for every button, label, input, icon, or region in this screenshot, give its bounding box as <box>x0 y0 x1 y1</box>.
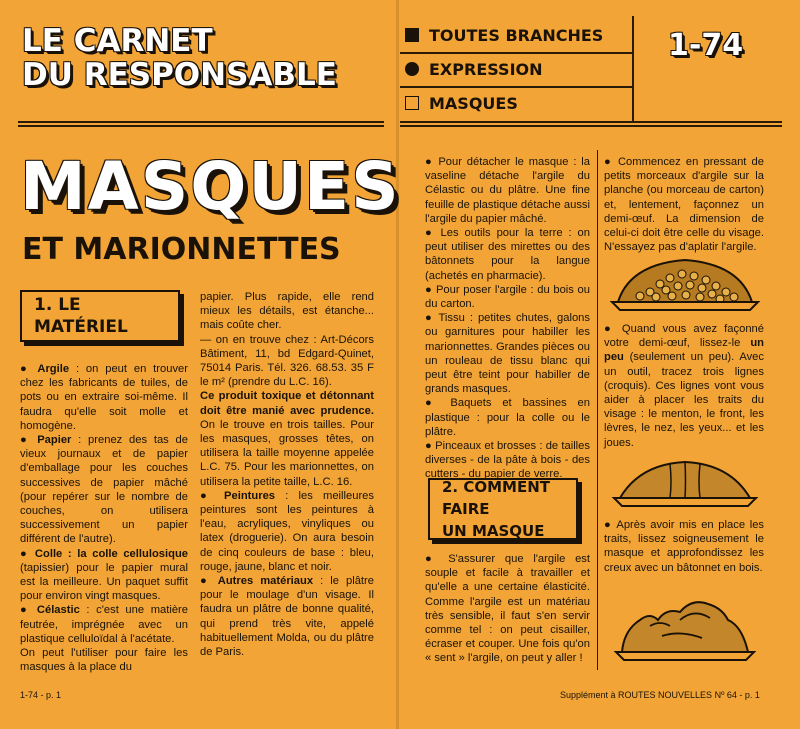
page-fold <box>396 0 399 729</box>
paragraph: papier. Plus rapide, elle rend mieux les détails, est étanche... mais coûte cher. <box>200 291 374 332</box>
clay-mound-illustration <box>610 254 760 314</box>
item-peintures: ● Peintures : les meilleures peintures sont les peintures à l'eau, acryliques, vinyliques ou latex (droguerie). On aura besoin de cinq couleurs de base : bleu, rouge, jaune, blanc et noir. <box>200 489 375 573</box>
column-1 <box>20 362 188 674</box>
divider <box>18 125 384 127</box>
divider <box>18 121 384 123</box>
column-4-step-3 <box>604 518 764 575</box>
category-expression: EXPRESSION <box>405 52 635 86</box>
smoothed-dome-illustration <box>610 452 760 512</box>
sub-title: ET MARIONNETTES <box>22 232 341 267</box>
category-masques: MASQUES <box>405 86 635 120</box>
item-colle: ● Colle : la colle cellulosique (tapissier) pour le papier mural est la meilleure. Un paquet suffit pour environ vingt masques. <box>20 547 188 603</box>
list-item: ● Les outils pour la terre : on peut utiliser des mirettes ou des bâtonnets pour la langue (achetés en pharmacie). <box>425 227 590 282</box>
paragraph: — on en trouve chez : Art-Décors Bâtiment, 11, bd Edgard-Quinet, 75014 Paris. Tél. 326. 68.53. 35 F le m² (prendre du L.C. 16). <box>200 333 374 389</box>
divider <box>400 125 782 127</box>
header-title <box>22 24 337 92</box>
header-title-line1: LE CARNET <box>22 23 213 59</box>
divider <box>400 121 782 123</box>
section-2-intro <box>425 552 590 666</box>
list-item: ● Quand vous avez façonné votre demi-œuf, lissez-le un peu (seulement un peu). Avec un outil, tracez trois lignes (croquis). Ces lignes vont vous aider à placer les traits du visage : le menton, le front, les lèvres, le nez, les yeux... et les joues. <box>604 323 764 449</box>
divider <box>597 150 598 670</box>
item-argile: ● Argile : on peut en trouver chez les fabricants de tuiles, de pots ou en extraire soi-même. Il faudra qu'elle soit molle et homogène. <box>20 363 188 432</box>
divider <box>400 52 632 54</box>
item-papier: ● Papier : prenez des tas de vieux journaux et de papier d'emballage pour les couches successives de papier mâché (pour repérer sur le nombre de couches, on utilisera successivement un papier différent de l'autre). <box>20 434 188 546</box>
section-2-heading: 2. COMMENT FAIRE UN MASQUE <box>428 478 578 540</box>
category-toutes-branches: TOUTES BRANCHES <box>405 18 635 52</box>
header-title-line2: DU RESPONSABLE <box>22 57 337 93</box>
divider <box>400 86 632 88</box>
list-item: ● Après avoir mis en place les traits, lissez soigneusement le masque et approfondissez les creux avec un bâtonnet en bois. <box>604 519 765 574</box>
filled-dot-icon <box>405 62 419 76</box>
filled-square-icon <box>405 28 419 42</box>
paragraph: Ce produit toxique et détonnant doit être manié avec prudence. On le trouve en trois tailles. Pour les masques, grosses têtes, on utilisera la taille moyenne appelée L.C. 75. Pour les marionnettes, on utilisera la petite taille, L.C. 16. <box>200 390 374 488</box>
main-title: MASQUES <box>20 148 401 225</box>
footer-right: Supplément à ROUTES NOUVELLES Nº 64 - p. 1 <box>560 690 760 700</box>
column-2 <box>200 290 374 659</box>
category-list <box>405 18 635 120</box>
list-item: ● Pour poser l'argile : du bois ou du carton. <box>425 283 590 311</box>
paragraph: On peut l'utiliser pour faire les masques à la place du <box>20 647 188 674</box>
column-4-step-1 <box>604 155 764 254</box>
empty-box-icon <box>405 96 419 110</box>
item-autres: ● Autres matériaux : le plâtre pour le moulage d'un visage. Il faudra un plâtre de bonne qualité, qui prend très vite, appelé habituellement Molda, ou du plâtre de Paris. <box>200 575 374 659</box>
item-celastic: ● Célastic : c'est une matière feutrée, imprégnée avec un plastique celluloïdal à l'acétate. <box>20 604 188 645</box>
footer-left: 1-74 - p. 1 <box>20 690 62 700</box>
section-1-heading: 1. LE MATÉRIEL <box>20 290 180 342</box>
column-4-step-2 <box>604 322 764 450</box>
sheet-code: 1-74 <box>668 28 744 63</box>
list-item: ● Tissu : petites chutes, galons ou garnitures pour habiller les marionnettes. Grandes pièces ou un rouleau de tissu blanc qui peut être teint pour habiller de grands masques. <box>425 312 590 396</box>
paragraph: ● S'assurer que l'argile est souple et facile à travailler et qu'elle a une certaine élasticité. Comme l'argile est un matériau très sensible, il faut s'en servir comme tel : on peut cisailler, écraser et couper. Une fois qu'on « sent » l'argile, on peut y aller ! <box>425 553 590 665</box>
list-item: ● Pour détacher le masque : la vaseline détache l'argile du Célastic ou du plâtre. Une fine feuille de plastique détache aussi l'argile du papier mâché. <box>425 156 590 225</box>
list-item: ● Commencez en pressant de petits morceaux d'argile sur la planche (ou morceau de carton) et, lentement, façonnez un demi-œuf. La dimension de celui-ci doit être celle du visage. N'essayez pas d'aplatir l'argile. <box>604 156 764 254</box>
list-item: ● Baquets et bassines en plastique : pour la colle ou le plâtre. <box>425 397 590 438</box>
mask-profile-illustration <box>610 590 760 668</box>
divider <box>632 16 634 121</box>
list-item: ● Pinceaux et brosses : de tailles diverses - de la pâte à bois - des cutters - du papier de verre. <box>425 440 590 481</box>
column-3 <box>425 155 590 482</box>
